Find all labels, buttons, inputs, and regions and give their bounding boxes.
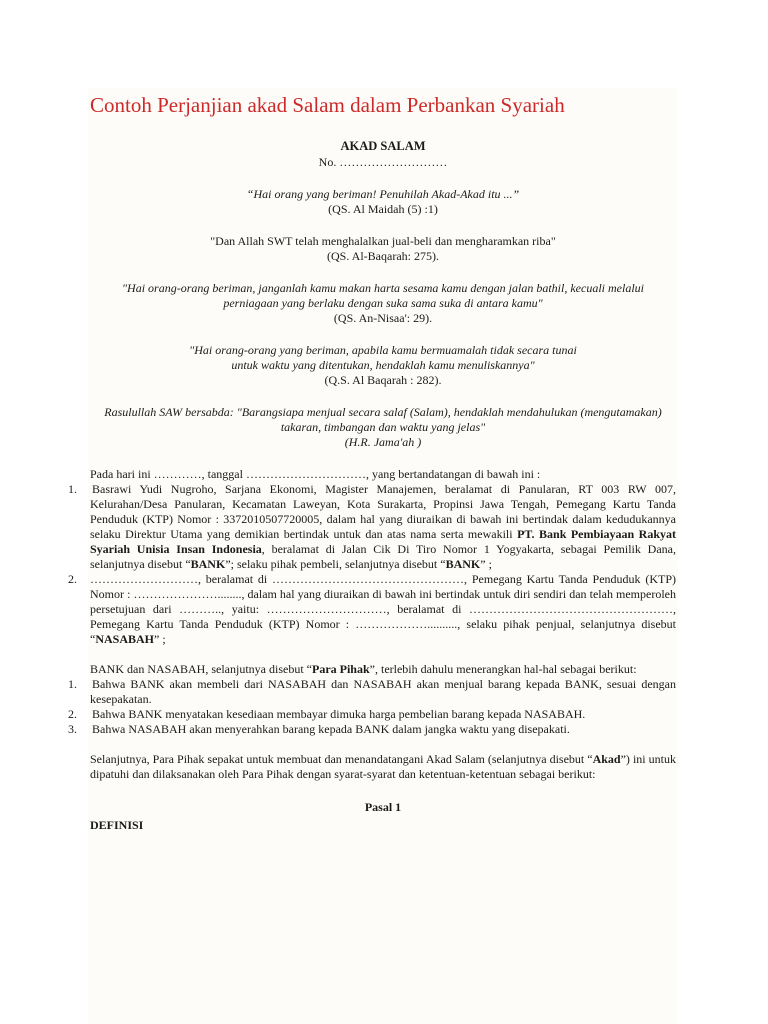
definisi-heading: DEFINISI: [90, 818, 144, 832]
party-text: ” ;: [154, 632, 166, 646]
point-text: Bahwa NASABAH akan menyerahkan barang kepada BANK dalam jangka waktu yang disepakati.: [92, 722, 570, 736]
hadith-text: takaran, timbangan dan waktu yang jelas": [280, 420, 486, 434]
document-content: [68, 90, 677, 833]
point-item: [68, 722, 676, 737]
closing-paragraph: [90, 752, 676, 782]
point-text: Bahwa BANK akan membeli dari NASABAH dan NASABAH akan menjual barang kepada BANK, sesuai dengan kesepakatan.: [90, 677, 676, 706]
quote-source: (QS. Al-Baqarah: 275).: [327, 249, 439, 263]
akad-heading: AKAD SALAM: [340, 139, 426, 153]
quote-text: “Hai orang yang beriman! Penuhilah Akad-Akad itu ...”: [246, 187, 520, 201]
akad-number: No. ………………………: [318, 155, 448, 169]
quote-text: untuk waktu yang ditentukan, hendaklah kamu menuliskannya": [231, 358, 535, 372]
party-item: [68, 482, 677, 572]
quote-text: "Dan Allah SWT telah menghalalkan jual-beli dan mengharamkan riba": [210, 234, 556, 248]
pasal-heading: Pasal 1: [364, 800, 402, 814]
party-bank-name: PT. Bank Pembiayaan Rakyat Syariah Unisia Insan Indonesia: [90, 527, 677, 556]
party-alias: BANK: [445, 557, 481, 571]
list-number: 1.: [68, 677, 77, 691]
party-alias: BANK: [190, 557, 226, 571]
list-number: 3.: [68, 722, 77, 736]
para-pihak-paragraph: [90, 662, 676, 677]
quote-text: perniagaan yang berlaku dengan suka sama suka di antara kamu": [223, 296, 543, 310]
party-text: Basrawi Yudi Nugroho, Sarjana Ekonomi, Magister Manajemen, beralamat di Panularan, RT 003 RW 007, Kelurahan/Desa Panularan, Kecamatan Laweyan, Kota Surakarta, Propinsi Jawa Tengah, Pemegang Kartu Tanda Penduduk (KTP) Nomor : 3372010507720005, dalam hal yang diuraikan di bawah ini bertindak dalam kedudukannya selaku Direktur Utama yang demikian bertindak untuk dan atas nama serta mewakili: [90, 482, 676, 541]
quote-source: (QS. Al Maidah (5) :1): [328, 202, 438, 216]
party-text: ………………………, beralamat di …………………………………………, Pemegang Kartu Tanda Penduduk (KTP) Nomor : …………………........, dalam hal yang diuraikan di bawah ini bertindak untuk diri sendiri dan telah memperoleh persetujuan dari ……….., yaitu: …………………………, beralamat di ……………………………………………, Pemegang Kartu Tanda Penduduk (KTP) Nomor : ……………….........., selaku pihak penjual, selanjutnya disebut “: [90, 572, 676, 646]
quote-text: "Hai orang-orang yang beriman, apabila kamu bermuamalah tidak secara tunai: [189, 343, 577, 357]
document-title: Contoh Perjanjian akad Salam dalam Perbankan Syariah: [90, 93, 565, 117]
list-number: 2.: [68, 707, 77, 721]
quote-source: (QS. An-Nisaa': 29).: [333, 311, 433, 325]
intro-paragraph: Pada hari ini …………, tanggal …………………………, yang bertandatangan di bawah ini :: [90, 467, 541, 481]
para-pihak-term: Para Pihak: [311, 662, 370, 676]
party-text: ” ;: [480, 557, 492, 571]
paragraph-text: ”, terlebih dahulu menerangkan hal-hal sebagai berikut:: [369, 662, 637, 676]
quote-text: "Hai orang-orang beriman, janganlah kamu makan harta sesama kamu dengan jalan bathil, kecuali melalui: [122, 281, 644, 295]
akad-term: Akad: [592, 752, 621, 766]
hadith-source: (H.R. Jama'ah ): [344, 435, 422, 449]
party-alias: NASABAH: [95, 632, 155, 646]
party-text: , beralamat di Jalan Cik Di Tiro Nomor 1 Yogyakarta, sebagai Pemilik Dana, selanjutnya disebut “: [90, 542, 676, 571]
point-text: Bahwa BANK menyatakan kesediaan membayar dimuka harga pembelian barang kepada NASABAH.: [92, 707, 586, 721]
list-number: 1.: [68, 482, 77, 496]
paragraph-text: Selanjutnya, Para Pihak sepakat untuk membuat dan menandatangani Akad Salam (selanjutnya disebut “: [90, 752, 593, 766]
quote-source: (Q.S. Al Baqarah : 282).: [324, 373, 442, 387]
list-number: 2.: [68, 572, 77, 586]
paragraph-text: BANK dan NASABAH, selanjutnya disebut “: [90, 662, 312, 676]
point-item: [68, 707, 676, 722]
hadith-text: Rasulullah SAW bersabda: "Barangsiapa menjual secara salaf (Salam), hendaklah mendahulukan (mengutamakan): [104, 405, 662, 419]
point-item: [68, 677, 676, 707]
party-item: [68, 572, 676, 647]
paragraph-text: ”) ini untuk dipatuhi dan dilaksanakan oleh Para Pihak dengan syarat-syarat dan ketentuan-ketentuan sebagai berikut:: [90, 752, 676, 781]
party-text: ”; selaku pihak pembeli, selanjutnya disebut “: [225, 557, 446, 571]
